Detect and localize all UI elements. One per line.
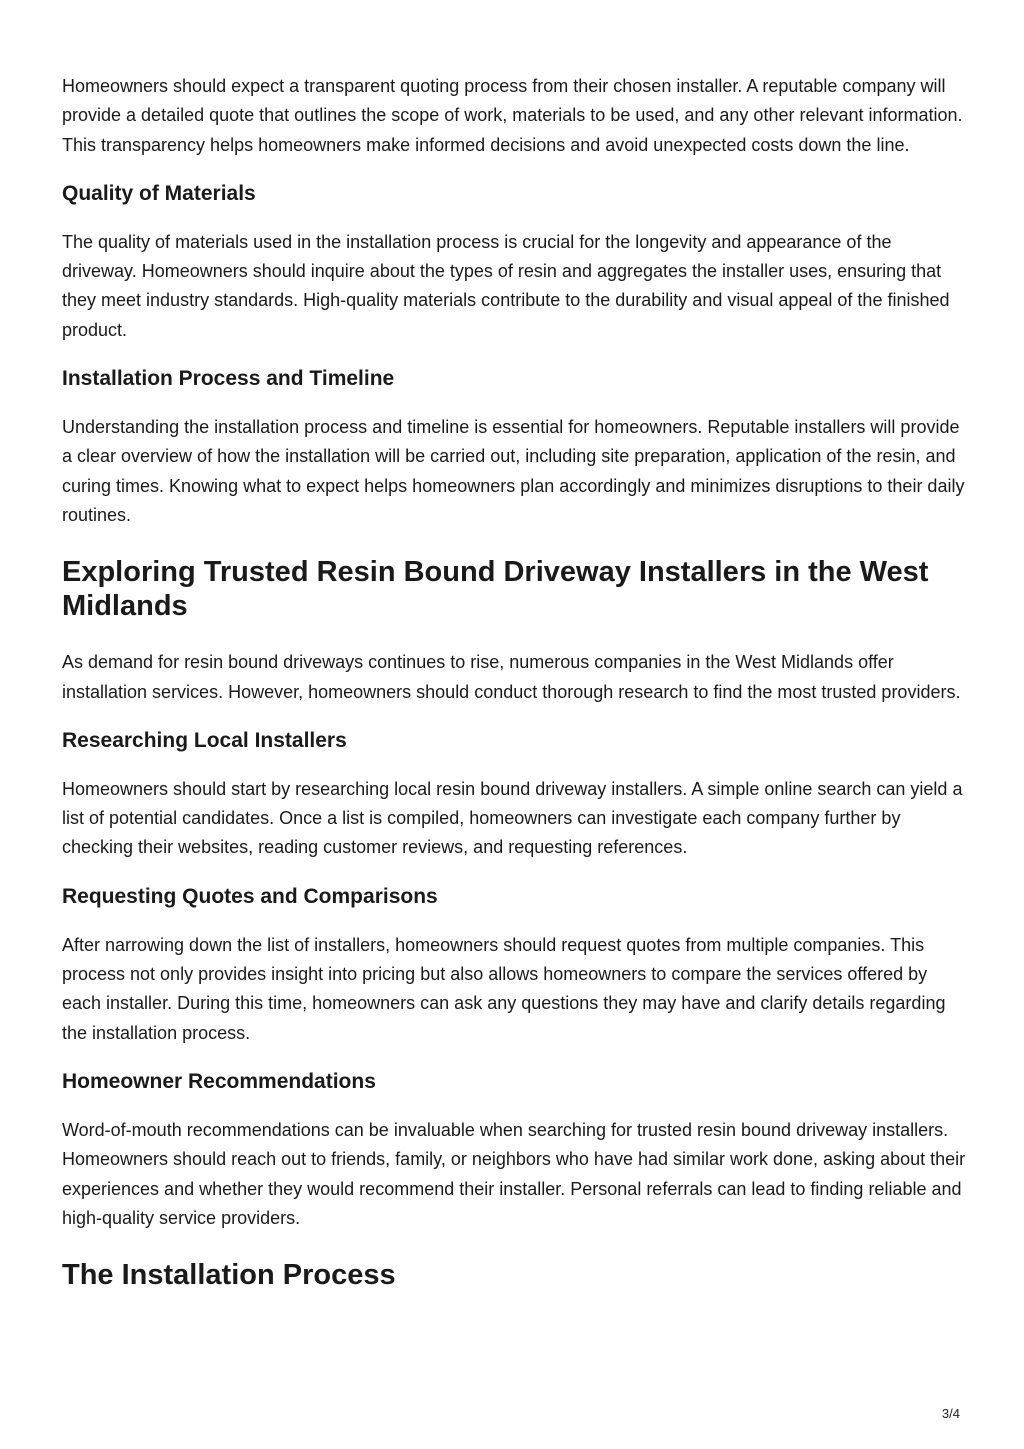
heading-the-installation-process: The Installation Process [62, 1259, 396, 1292]
heading-homeowner-recommendations: Homeowner Recommendations [62, 1069, 376, 1093]
intro-paragraph: Homeowners should expect a transparent quoting process from their chosen installer. A reputable company will provide a detailed quote that outlines the scope of work, materials to be used, and any other relevant information. This transparency helps homeowners make informed decisions and avoid unexpected costs down the line. [62, 76, 963, 155]
heading-quality-of-materials: Quality of Materials [62, 181, 256, 205]
paragraph-installation-process-timeline: Understanding the installation process and timeline is essential for homeowners. Reputable installers will provide a clear overview of how the installation will be carried out, including site preparation, application of the resin, and curing times. Knowing what to expect helps homeowners plan accordingly and minimizes disruptions to their daily routines. [62, 417, 965, 525]
heading-requesting-quotes: Requesting Quotes and Comparisons [62, 884, 438, 908]
page-number: 3/4 [941, 1406, 960, 1421]
heading-exploring-installers: Exploring Trusted Resin Bound Driveway Installers in the West Midlands [62, 556, 929, 623]
paragraph-homeowner-recommendations: Word-of-mouth recommendations can be invaluable when searching for trusted resin bound driveway installers. Homeowners should reach out to friends, family, or neighbors who have had similar work done, asking about their experiences and whether they would recommend their installer. Personal referrals can lead to finding reliable and high-quality service providers. [62, 1119, 966, 1228]
document-page [62, 70, 967, 1292]
paragraph-requesting-quotes: After narrowing down the list of installers, homeowners should request quotes from multiple companies. This process not only provides insight into pricing but also allows homeowners to compare the services offered by each installer. During this time, homeowners can ask any questions they may have and clarify details regarding the installation process. [62, 934, 946, 1043]
heading-researching-local-installers: Researching Local Installers [62, 728, 347, 752]
heading-installation-process-timeline: Installation Process and Timeline [62, 367, 395, 391]
paragraph-researching-local-installers: Homeowners should start by researching local resin bound driveway installers. A simple online search can yield a list of potential candidates. Once a list is compiled, homeowners can investigate each company further by checking their websites, reading customer reviews, and requesting references. [62, 778, 963, 858]
paragraph-quality-of-materials: The quality of materials used in the installation process is crucial for the longevity and appearance of the driveway. Homeowners should inquire about the types of resin and aggregates the installer uses, ensuring that they meet industry standards. High-quality materials contribute to the durability and visual appeal of the finished product. [62, 231, 950, 340]
paragraph-exploring-installers: As demand for resin bound driveways continues to rise, numerous companies in the West Midlands offer installation services. However, homeowners should conduct thorough research to find the most trusted providers. [62, 652, 961, 702]
